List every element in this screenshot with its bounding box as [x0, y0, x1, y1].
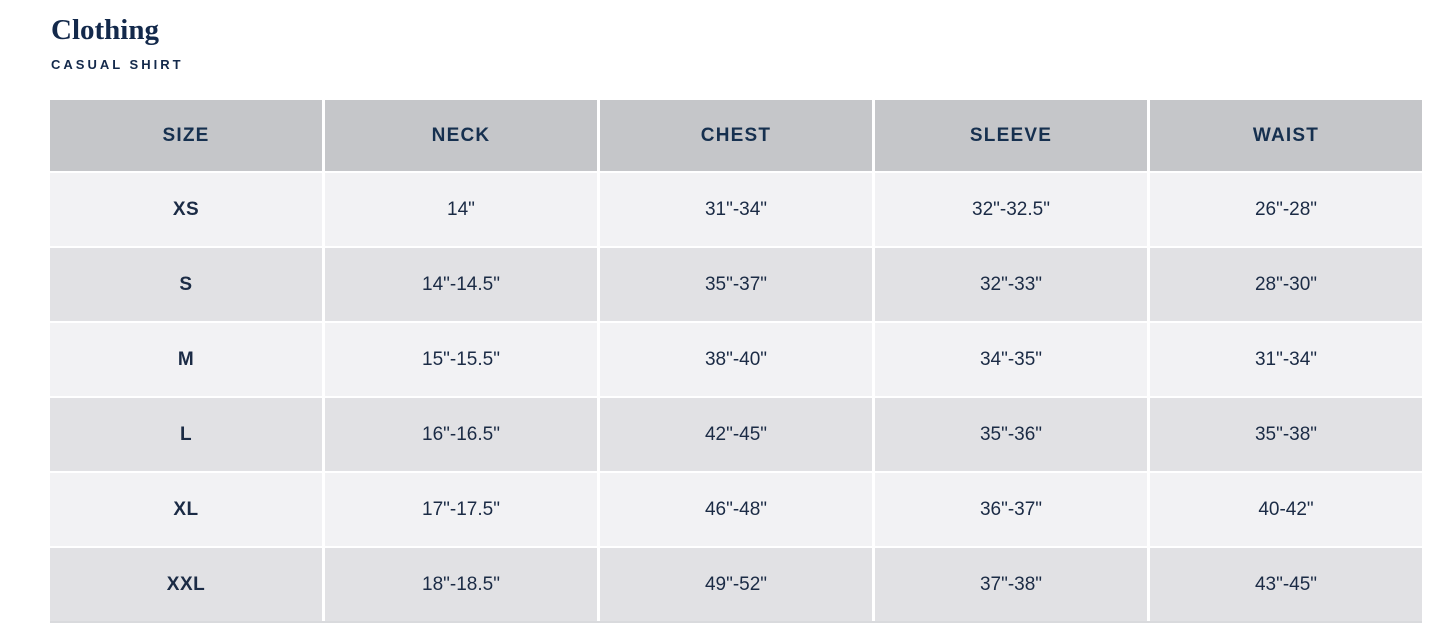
measurement-cell: 15"-15.5": [325, 323, 597, 396]
measurement-cell: 34"-35": [875, 323, 1147, 396]
measurement-cell: 46"-48": [600, 473, 872, 546]
column-header-size: SIZE: [50, 100, 322, 171]
size-label-cell: XL: [50, 473, 322, 546]
measurement-cell: 37"-38": [875, 548, 1147, 621]
measurement-cell: 18"-18.5": [325, 548, 597, 621]
column-header-chest: CHEST: [600, 100, 872, 171]
measurement-cell: 35"-38": [1150, 398, 1422, 471]
size-label-cell: XS: [50, 173, 322, 246]
measurement-cell: 28"-30": [1150, 248, 1422, 321]
page-subtitle: CASUAL SHIRT: [51, 57, 184, 73]
size-label-cell: S: [50, 248, 322, 321]
measurement-cell: 32"-33": [875, 248, 1147, 321]
size-label-cell: M: [50, 323, 322, 396]
measurement-cell: 43"-45": [1150, 548, 1422, 621]
size-label-cell: L: [50, 398, 322, 471]
measurement-cell: 17"-17.5": [325, 473, 597, 546]
measurement-cell: 40-42": [1150, 473, 1422, 546]
measurement-cell: 35"-37": [600, 248, 872, 321]
size-label-cell: XXL: [50, 548, 322, 621]
column-header-sleeve: SLEEVE: [875, 100, 1147, 171]
measurement-cell: 14": [325, 173, 597, 246]
column-header-waist: WAIST: [1150, 100, 1422, 171]
measurement-cell: 31"-34": [600, 173, 872, 246]
measurement-cell: 32"-32.5": [875, 173, 1147, 246]
measurement-cell: 49"-52": [600, 548, 872, 621]
measurement-cell: 42"-45": [600, 398, 872, 471]
column-header-neck: NECK: [325, 100, 597, 171]
page-title: Clothing: [51, 14, 159, 46]
size-chart-table: [50, 100, 1422, 623]
measurement-cell: 31"-34": [1150, 323, 1422, 396]
measurement-cell: 38"-40": [600, 323, 872, 396]
measurement-cell: 36"-37": [875, 473, 1147, 546]
measurement-cell: 35"-36": [875, 398, 1147, 471]
measurement-cell: 16"-16.5": [325, 398, 597, 471]
measurement-cell: 14"-14.5": [325, 248, 597, 321]
measurement-cell: 26"-28": [1150, 173, 1422, 246]
